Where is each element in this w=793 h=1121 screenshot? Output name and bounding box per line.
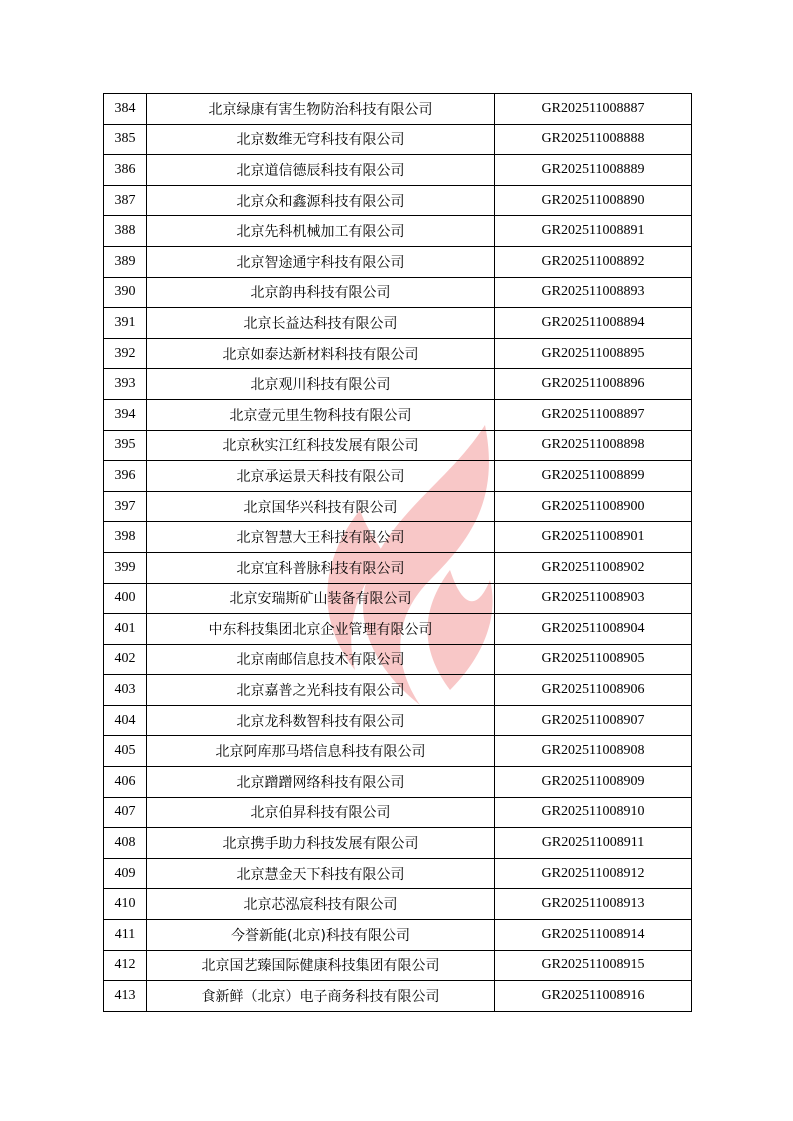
table-row bbox=[104, 308, 692, 339]
certificate-number: GR202511008906 bbox=[495, 675, 692, 706]
certificate-number: GR202511008916 bbox=[495, 981, 692, 1012]
certificate-number: GR202511008912 bbox=[495, 858, 692, 889]
table-row bbox=[104, 155, 692, 186]
certificate-number: GR202511008910 bbox=[495, 797, 692, 828]
row-number: 384 bbox=[104, 94, 147, 125]
table-row bbox=[104, 246, 692, 277]
table-row bbox=[104, 981, 692, 1012]
table-row bbox=[104, 430, 692, 461]
company-name: 北京嘉普之光科技有限公司 bbox=[147, 675, 495, 706]
row-number: 386 bbox=[104, 155, 147, 186]
company-name: 中东科技集团北京企业管理有限公司 bbox=[147, 614, 495, 645]
certificate-number: GR202511008901 bbox=[495, 522, 692, 553]
row-number: 401 bbox=[104, 614, 147, 645]
table-row bbox=[104, 491, 692, 522]
table-row bbox=[104, 399, 692, 430]
row-number: 396 bbox=[104, 461, 147, 492]
certificate-number: GR202511008899 bbox=[495, 461, 692, 492]
table-row bbox=[104, 94, 692, 125]
row-number: 406 bbox=[104, 767, 147, 798]
row-number: 385 bbox=[104, 124, 147, 155]
table-row bbox=[104, 185, 692, 216]
company-name: 北京国艺臻国际健康科技集团有限公司 bbox=[147, 950, 495, 981]
certificate-number: GR202511008903 bbox=[495, 583, 692, 614]
company-name: 北京阿库那马塔信息科技有限公司 bbox=[147, 736, 495, 767]
company-name: 北京承运景天科技有限公司 bbox=[147, 461, 495, 492]
certificate-number: GR202511008894 bbox=[495, 308, 692, 339]
certificate-number: GR202511008902 bbox=[495, 552, 692, 583]
table-row bbox=[104, 461, 692, 492]
company-name: 北京观川科技有限公司 bbox=[147, 369, 495, 400]
certificate-number: GR202511008895 bbox=[495, 338, 692, 369]
table-row bbox=[104, 522, 692, 553]
certificate-number: GR202511008892 bbox=[495, 246, 692, 277]
row-number: 413 bbox=[104, 981, 147, 1012]
certificate-number: GR202511008897 bbox=[495, 399, 692, 430]
row-number: 398 bbox=[104, 522, 147, 553]
table-row bbox=[104, 767, 692, 798]
certificate-number: GR202511008888 bbox=[495, 124, 692, 155]
company-name: 北京龙科数智科技有限公司 bbox=[147, 705, 495, 736]
company-name: 北京宜科普脉科技有限公司 bbox=[147, 552, 495, 583]
table-row bbox=[104, 675, 692, 706]
row-number: 400 bbox=[104, 583, 147, 614]
row-number: 393 bbox=[104, 369, 147, 400]
row-number: 389 bbox=[104, 246, 147, 277]
certificate-number: GR202511008915 bbox=[495, 950, 692, 981]
table-row bbox=[104, 277, 692, 308]
table-row bbox=[104, 920, 692, 951]
row-number: 402 bbox=[104, 644, 147, 675]
table-row bbox=[104, 858, 692, 889]
company-name: 北京众和鑫源科技有限公司 bbox=[147, 185, 495, 216]
row-number: 407 bbox=[104, 797, 147, 828]
certificate-number: GR202511008900 bbox=[495, 491, 692, 522]
row-number: 395 bbox=[104, 430, 147, 461]
certificate-number: GR202511008911 bbox=[495, 828, 692, 859]
table-row bbox=[104, 583, 692, 614]
row-number: 397 bbox=[104, 491, 147, 522]
certificate-number: GR202511008896 bbox=[495, 369, 692, 400]
table-row bbox=[104, 828, 692, 859]
row-number: 394 bbox=[104, 399, 147, 430]
row-number: 399 bbox=[104, 552, 147, 583]
table-row bbox=[104, 369, 692, 400]
company-name: 北京国华兴科技有限公司 bbox=[147, 491, 495, 522]
certificate-number: GR202511008909 bbox=[495, 767, 692, 798]
table-row bbox=[104, 644, 692, 675]
certificate-number: GR202511008913 bbox=[495, 889, 692, 920]
row-number: 388 bbox=[104, 216, 147, 247]
table-row bbox=[104, 705, 692, 736]
certificate-number: GR202511008914 bbox=[495, 920, 692, 951]
company-name: 北京先科机械加工有限公司 bbox=[147, 216, 495, 247]
table-row bbox=[104, 889, 692, 920]
row-number: 409 bbox=[104, 858, 147, 889]
company-name: 北京韵冉科技有限公司 bbox=[147, 277, 495, 308]
table-row bbox=[104, 614, 692, 645]
table-row bbox=[104, 950, 692, 981]
company-name: 北京绿康有害生物防治科技有限公司 bbox=[147, 94, 495, 125]
company-name: 北京如泰达新材料科技有限公司 bbox=[147, 338, 495, 369]
company-name: 北京安瑞斯矿山装备有限公司 bbox=[147, 583, 495, 614]
company-name: 北京秋实江红科技发展有限公司 bbox=[147, 430, 495, 461]
company-name: 食新鲜（北京）电子商务科技有限公司 bbox=[147, 981, 495, 1012]
row-number: 408 bbox=[104, 828, 147, 859]
row-number: 392 bbox=[104, 338, 147, 369]
table-row bbox=[104, 216, 692, 247]
table-row bbox=[104, 124, 692, 155]
company-name: 北京数维无穹科技有限公司 bbox=[147, 124, 495, 155]
certificate-number: GR202511008904 bbox=[495, 614, 692, 645]
company-name: 北京伯昇科技有限公司 bbox=[147, 797, 495, 828]
certificate-number: GR202511008891 bbox=[495, 216, 692, 247]
company-name: 北京智慧大王科技有限公司 bbox=[147, 522, 495, 553]
certificate-number: GR202511008887 bbox=[495, 94, 692, 125]
table-row bbox=[104, 797, 692, 828]
certificate-number: GR202511008890 bbox=[495, 185, 692, 216]
certificate-number: GR202511008889 bbox=[495, 155, 692, 186]
company-name: 北京慧金天下科技有限公司 bbox=[147, 858, 495, 889]
company-name: 今誉新能(北京)科技有限公司 bbox=[147, 920, 495, 951]
certificate-number: GR202511008893 bbox=[495, 277, 692, 308]
row-number: 391 bbox=[104, 308, 147, 339]
row-number: 410 bbox=[104, 889, 147, 920]
table-row bbox=[104, 338, 692, 369]
row-number: 390 bbox=[104, 277, 147, 308]
row-number: 412 bbox=[104, 950, 147, 981]
company-name: 北京壹元里生物科技有限公司 bbox=[147, 399, 495, 430]
company-name: 北京蹭蹭网络科技有限公司 bbox=[147, 767, 495, 798]
company-name: 北京携手助力科技发展有限公司 bbox=[147, 828, 495, 859]
row-number: 404 bbox=[104, 705, 147, 736]
row-number: 403 bbox=[104, 675, 147, 706]
certificate-number: GR202511008907 bbox=[495, 705, 692, 736]
company-name: 北京道信德辰科技有限公司 bbox=[147, 155, 495, 186]
table-row bbox=[104, 736, 692, 767]
certificate-number: GR202511008905 bbox=[495, 644, 692, 675]
row-number: 405 bbox=[104, 736, 147, 767]
certificate-number: GR202511008898 bbox=[495, 430, 692, 461]
row-number: 411 bbox=[104, 920, 147, 951]
company-name: 北京智途通宇科技有限公司 bbox=[147, 246, 495, 277]
row-number: 387 bbox=[104, 185, 147, 216]
certificate-number: GR202511008908 bbox=[495, 736, 692, 767]
registration-table bbox=[103, 93, 692, 1012]
company-name: 北京芯泓宸科技有限公司 bbox=[147, 889, 495, 920]
table-row bbox=[104, 552, 692, 583]
company-name: 北京长益达科技有限公司 bbox=[147, 308, 495, 339]
company-name: 北京南邮信息技术有限公司 bbox=[147, 644, 495, 675]
